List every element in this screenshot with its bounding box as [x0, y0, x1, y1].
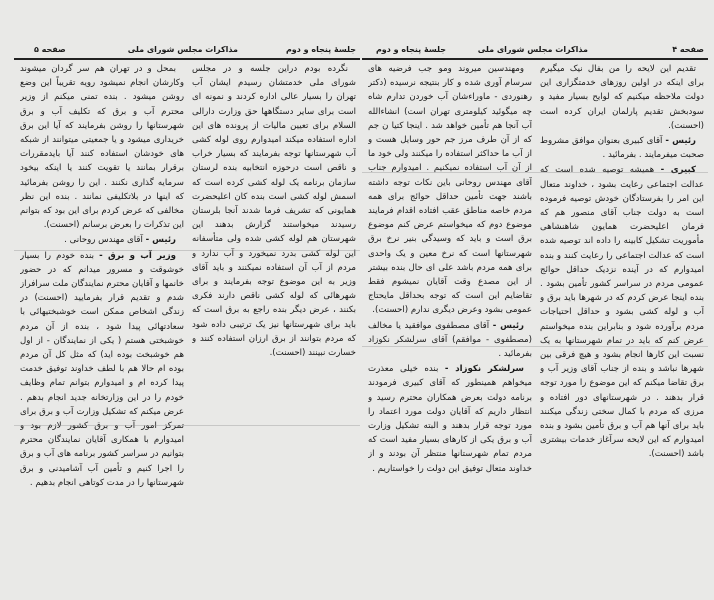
paragraph [368, 62, 532, 318]
session-title: جلسهٔ پنجاه و دوم [375, 45, 446, 54]
paragraph-text: نگرده بودم دراین جلسه و در مجلس شورای ملی خدمتشان رسیدم ایشان آب تهران را بسیار عالی اداره کردند و نمونه ای است برای سایر دستگاهها حق وزارت دارالی السلام برای تعیین مالیات از پرونده های این اداره استفاده میکند امیدوارم روی لوله کشی آب شهرستانها توجه بفرمایند که بسیار خراب و ناقص است درحوزه انتخابیه بنده لرستان سازمان برنامه یک لوله کشی کرده است که اسمش لوله کشی است بنده کان اعلیحضرت همایونی که تشریف فرما شدند آنجا بلرستان رسیدند میخواستند گزارش بدهند این شهرستان هم لوله کشی شده ولی متأسفانه این لوله کشی بدرد نمیخورد و آب ندارد و مردم از آب آن استفاده نمیکنند و باید آقای وزیر به این موضوع توجه بفرمایند و برای شهرهائی که لوله کشی ناقص دارند فکری بکنند ، عرض دیگر بنده راجع به برق است که باید برای شهرستانها نیز یک ترتیبی داده شود که مردم بتوانند از برق ارزان استفاده کنند و خسارت نبینند (احسنت). [192, 64, 356, 359]
page-header [362, 44, 708, 60]
right-page [362, 0, 708, 600]
paragraph [20, 233, 184, 247]
session-title: جلسهٔ پنجاه و دوم [285, 45, 356, 54]
scan-line [14, 425, 360, 426]
speaker-name: رئیس - [665, 136, 697, 147]
speaker-name: رئیس - [145, 235, 176, 246]
paragraph-text: بنده خیلی معذرت میخواهم همینطور که آقای کبیری فرمودند برنامه دولت بعرض همکاران محترم رسید و انتظار داریم که آقایان دولت مورد اعتماد را مورد توجه قرار بدهند و البته تشکیل وزارت آب و برق یکی از کارهای بسیار مفید است که مردم تمام شهرستانها منتظر آن بودند و از خداوند متعال توفیق این دولت را خواستاریم . [368, 364, 532, 474]
scan-line [362, 172, 708, 173]
paragraph [540, 62, 704, 133]
paragraph [368, 362, 532, 476]
page-header [14, 44, 360, 60]
left-page [14, 0, 360, 600]
page-number: صفحه ۵ [34, 45, 66, 54]
paragraph-text: آقای مصطفوی موافقید یا مخالف (مصطفوی - موافقم) آقای سرلشکر نکوزاد بفرمائید . [368, 320, 532, 360]
paragraph-text: تقدیم این لایحه را من بفال نیک میگیرم برای اینکه در اولین روزهای خدمتگزاری این دولت ملاحظه میکنیم که لوایح بسیار مفید و سودبخش تقدیم پارلمان ایران کرده است (احسنت). [540, 64, 704, 131]
paragraph-text: ومهندسین میروند ومو جب فرضیه های سرسام آوری شده و کار بنتیجه نرسیده (دکتر رهنوردی - ماوراءشان آب خوردن تدارم شاه چه میگوئید کیلومتری تهران است) انشاءالله آب آنجا هم تأمین خواهد شد . اینجا کتیا ن جم که از آن طرف مرز جم حور وسایل هست و از آب ما حداکثر استفاده را میکنند ولی خود ما از آن آب استفاده نمیکنیم . امیدوارم جناب آقای مهندس روحانی باین نکات توجه داشته باشند جهت تأمین حداقل حوائج برای همه مردم خاصه مناطق عقب افتاده اقدام فرمایند موضوع دوم که میخواستم عرض کنم موضوع برق است و باید که وسیدگی بنیر نرخ برق شهرستانها است که نرخ معین و یک واحدی برای همه مردم باشد علی ای حال بنده بیشتر از این مصدع وقت آقایان نمیشوم فقط تقاضایم این است که توجه بحداقل مایحتاج عمومی بشود وعرض دیگری ندارم (احسنت). [368, 64, 532, 316]
scan-line [14, 250, 360, 251]
text-column [540, 62, 704, 594]
publication-title: مذاکرات مجلس شورای ملی [127, 45, 238, 54]
speaker-name: رئیس - [492, 320, 525, 331]
paragraph-text: آقای کبیری بعنوان موافق مشروط صحبت میفرمایند . بفرمائید . [540, 136, 704, 161]
paragraph-text: بنده خودم را بسیار خوشوقت و مسرور میدانم که در حضور خانمها و آقایان محترم نمایندگان ملت سرافراز شدم و تقدیم قرار بفرمایید (احسنت) در زندگی اشخاص ممکن است خوشبختیهائی با سعادتهائی پیدا شود ، بنده از آن مردم خوشبختی هستم ( یکی از نمایندگان - از اول هم خوشبخت بوده اید) که مثل کل آن مردم بوده ام حالا هم با لطف خداوند توفیق خدمت پیدا کرده ام و امیدوارم بتوانم تمام وظایف خودم را در این وزارتخانه جدید انجام بدهم . عرض میکنم که تشکیل وزارت آب و برق برای تمرکز امور آب و برق کشور لازم بود و امیدوارم با همکاری آقایان نمایندگان محترم بتوانیم در سراسر کشور برنامه های آب و برق را اجرا کنیم و تأمین آب آشامیدنی و برق شهرستانها را در مدت کوتاهی انجام بدهیم . [20, 250, 184, 488]
scan-line [362, 346, 708, 347]
paragraph-text: بمحل و در تهران هم سر گردان میشوند وکارشان انجام نمیشود رویه تقریباً این وضع روشن میشود . بنده تمنی میکنم از وزیر محترم آب و برق که تکلیف آب و برق شهرستانها را روشن بفرمایند که آیا این برق خریداری میشود و یا جمعیتی میتوانند از شبکه های خودشان استفاده کنند آیا بایدمقررات برقرار بمانند یا تقویت کنند یا اینکه بیخود سرمایه گذاری نکنند . این را روشن بفرمائید که اینها در بلاتکلیفی نمانند . بنده این نظر مخالفی که عرض کردم برای این بود که بتوانم این تذکرات را بعرض برسانم (احسنت). [20, 64, 184, 231]
speaker-name: سرلشکر نکوزاد - [444, 364, 524, 375]
page-number: صفحه ۴ [672, 45, 704, 54]
speaker-name: وزیر آب و برق - [99, 250, 176, 261]
paragraph [20, 62, 184, 232]
publication-title: مذاکرات مجلس شورای ملی [477, 45, 588, 54]
text-column [368, 62, 532, 594]
paragraph [368, 319, 532, 362]
text-column [20, 62, 184, 594]
speaker-name: کبیری - [660, 165, 697, 176]
paragraph [20, 249, 184, 490]
paragraph [540, 163, 704, 461]
paragraph [540, 134, 704, 162]
paragraph [192, 62, 356, 360]
paragraph-text: آقای مهندس روحانی . [64, 235, 143, 246]
text-column [192, 62, 356, 594]
paragraph-text: همیشه توصیه شده است که عدالت اجتماعی رعایت بشود ، خداوند متعال این امر را بفرستادگان خودش توصیه فرموده است به دولت جناب آقای منصور هم که فرمان اعلیحضرت همایون شاهنشاهی مأموریت تشکیل کابینه را داده اند توصیه شده است که عدالت اجتماعی را رعایت کنند و بنده امیدوارم که در آینده نزدیک حداقل حوائج عمومی مردم در سراسر کشور تأمین بشود . بنده اینجا عرض کردم که در شهرها باید برق و آب و لوله کشی بشود و حداقل احتیاجات مردم برآورده شود و بنابراین بنده میخواستم عرض کنم که باید در تمام شهرستانها به یک نسبت این کارها انجام بشود و هیچ فرقی بین شهرها نباشد و بنده از جناب آقای وزیر آب و برق تقاضا میکنم که این موضوع را مورد توجه قرار بدهند . در شهرستانهای دور افتاده و مرزی که مردم با کمال سختی زندگی میکنند باید برای آنها هم آب و برق تأمین بشود و بنده امیدوارم که این لایحه سرآغاز خدمات بیشتری باشد (احسنت). [540, 165, 704, 460]
